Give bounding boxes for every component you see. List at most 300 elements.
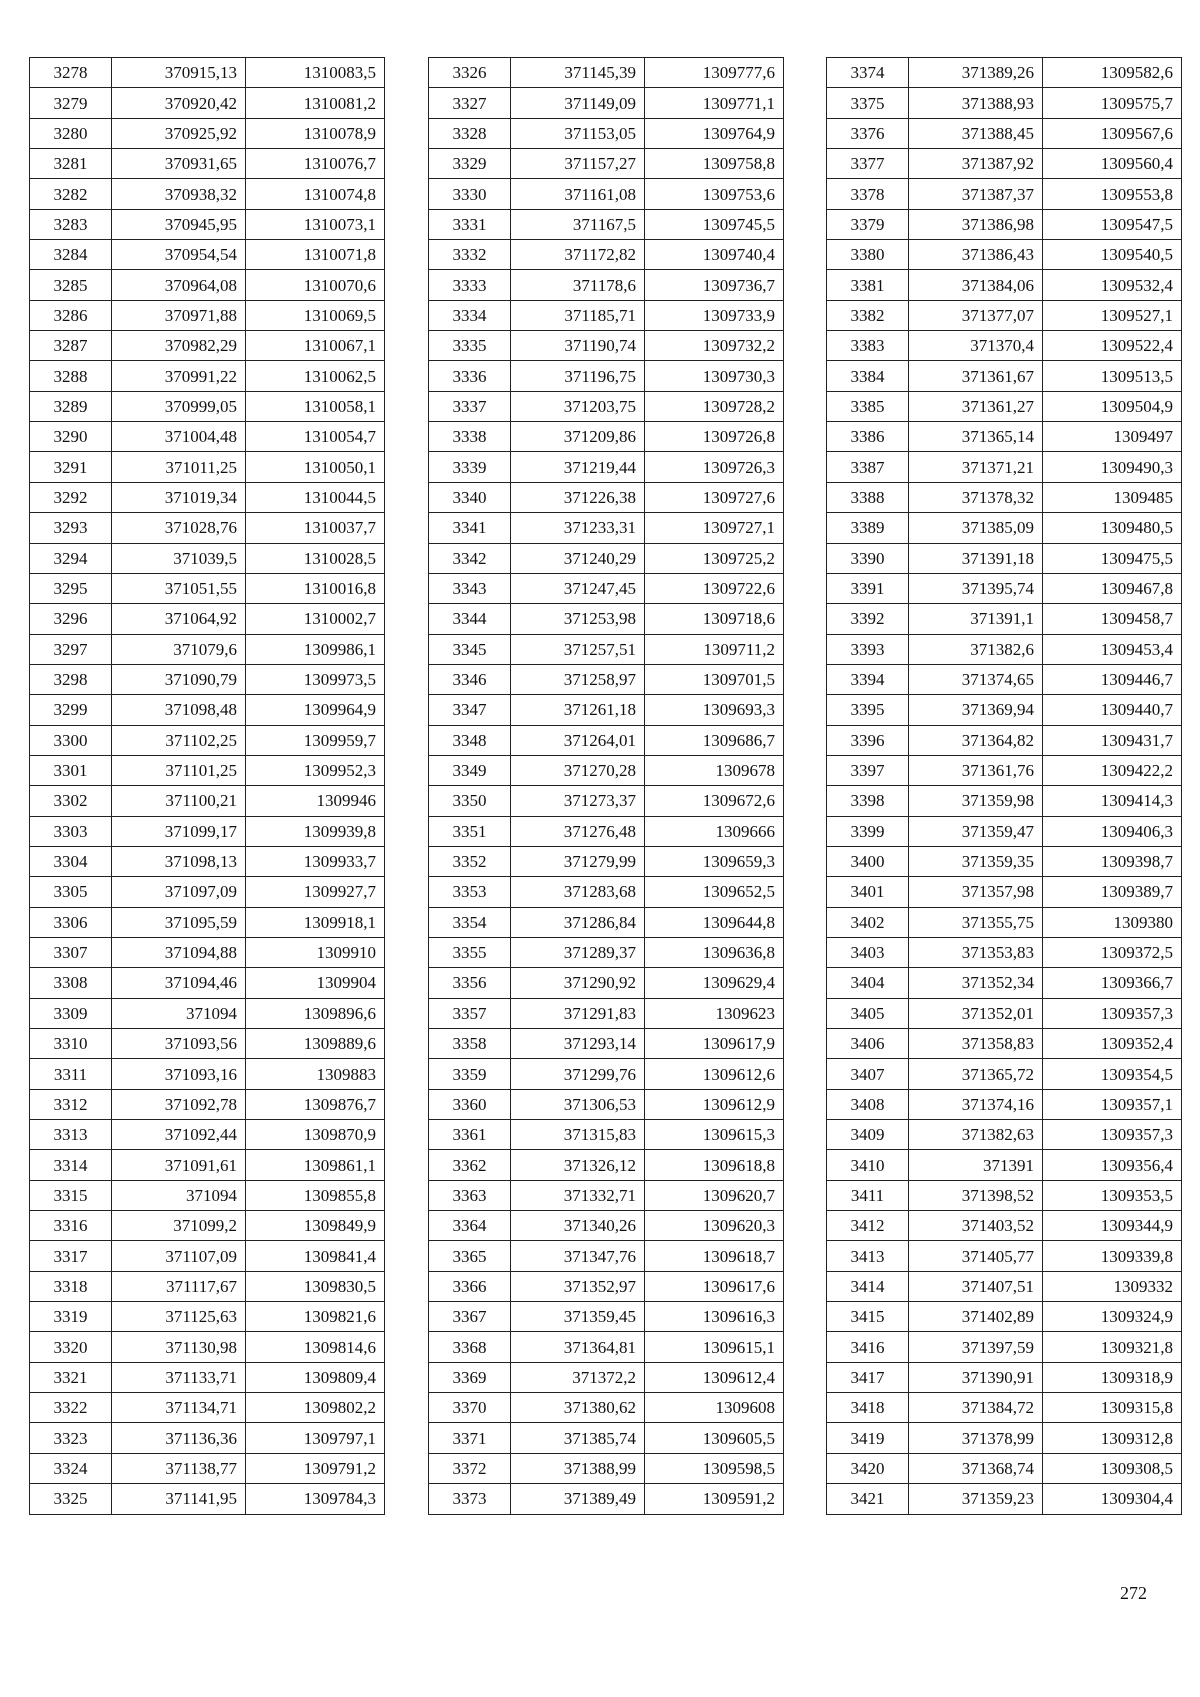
x-coordinate-cell: 371107,09 — [112, 1241, 246, 1271]
point-number-cell: 3380 — [827, 240, 909, 270]
table-row — [827, 270, 1182, 300]
y-coordinate-cell: 1309830,5 — [246, 1271, 385, 1301]
y-coordinate-cell: 1309927,7 — [246, 877, 385, 907]
point-number-cell: 3334 — [429, 300, 511, 330]
y-coordinate-cell: 1310054,7 — [246, 422, 385, 452]
x-coordinate-cell: 371388,99 — [511, 1453, 645, 1483]
point-number-cell: 3327 — [429, 88, 511, 118]
y-coordinate-cell: 1310044,5 — [246, 482, 385, 512]
point-number-cell: 3325 — [30, 1484, 112, 1514]
table-row — [827, 725, 1182, 755]
point-number-cell: 3304 — [30, 846, 112, 876]
point-number-cell: 3361 — [429, 1120, 511, 1150]
y-coordinate-cell: 1309312,8 — [1043, 1423, 1182, 1453]
y-coordinate-cell: 1309644,8 — [645, 907, 784, 937]
y-coordinate-cell: 1309357,3 — [1043, 998, 1182, 1028]
table-row — [30, 1332, 385, 1362]
table-row — [827, 1423, 1182, 1453]
y-coordinate-cell: 1309513,5 — [1043, 361, 1182, 391]
x-coordinate-cell: 371233,31 — [511, 513, 645, 543]
x-coordinate-cell: 371172,82 — [511, 240, 645, 270]
x-coordinate-cell: 371389,26 — [909, 58, 1043, 88]
x-coordinate-cell: 371359,45 — [511, 1302, 645, 1332]
y-coordinate-cell: 1309532,4 — [1043, 270, 1182, 300]
point-number-cell: 3285 — [30, 270, 112, 300]
table-row — [30, 482, 385, 512]
x-coordinate-cell: 371270,28 — [511, 755, 645, 785]
x-coordinate-cell: 371387,37 — [909, 179, 1043, 209]
x-coordinate-cell: 371011,25 — [112, 452, 246, 482]
table-row — [827, 1302, 1182, 1332]
y-coordinate-cell: 1310062,5 — [246, 361, 385, 391]
table-row — [429, 1059, 784, 1089]
x-coordinate-cell: 371153,05 — [511, 118, 645, 148]
table-row — [429, 1241, 784, 1271]
table-row — [827, 88, 1182, 118]
x-coordinate-cell: 371079,6 — [112, 634, 246, 664]
y-coordinate-cell: 1309480,5 — [1043, 513, 1182, 543]
point-number-cell: 3286 — [30, 300, 112, 330]
table-row — [827, 573, 1182, 603]
x-coordinate-cell: 371004,48 — [112, 422, 246, 452]
x-coordinate-cell: 371258,97 — [511, 664, 645, 694]
point-number-cell: 3395 — [827, 695, 909, 725]
table-row — [30, 240, 385, 270]
table-row — [429, 907, 784, 937]
y-coordinate-cell: 1309504,9 — [1043, 391, 1182, 421]
x-coordinate-cell: 371378,99 — [909, 1423, 1043, 1453]
x-coordinate-cell: 371361,76 — [909, 755, 1043, 785]
table-row — [30, 391, 385, 421]
y-coordinate-cell: 1309467,8 — [1043, 573, 1182, 603]
x-coordinate-cell: 371092,44 — [112, 1120, 246, 1150]
table-row — [30, 877, 385, 907]
y-coordinate-cell: 1309356,4 — [1043, 1150, 1182, 1180]
x-coordinate-cell: 371353,83 — [909, 937, 1043, 967]
table-row — [30, 695, 385, 725]
y-coordinate-cell: 1309727,1 — [645, 513, 784, 543]
table-row — [827, 1180, 1182, 1210]
y-coordinate-cell: 1309896,6 — [246, 998, 385, 1028]
point-number-cell: 3324 — [30, 1453, 112, 1483]
y-coordinate-cell: 1309540,5 — [1043, 240, 1182, 270]
x-coordinate-cell: 370971,88 — [112, 300, 246, 330]
x-coordinate-cell: 371386,43 — [909, 240, 1043, 270]
y-coordinate-cell: 1309678 — [645, 755, 784, 785]
y-coordinate-cell: 1310069,5 — [246, 300, 385, 330]
point-number-cell: 3353 — [429, 877, 511, 907]
table-row — [429, 604, 784, 634]
y-coordinate-cell: 1310073,1 — [246, 209, 385, 239]
y-coordinate-cell: 1310076,7 — [246, 149, 385, 179]
x-coordinate-cell: 370982,29 — [112, 331, 246, 361]
y-coordinate-cell: 1309612,4 — [645, 1362, 784, 1392]
point-number-cell: 3338 — [429, 422, 511, 452]
table-row — [827, 1211, 1182, 1241]
y-coordinate-cell: 1309344,9 — [1043, 1211, 1182, 1241]
table-row — [827, 240, 1182, 270]
table-row — [827, 452, 1182, 482]
point-number-cell: 3399 — [827, 816, 909, 846]
y-coordinate-cell: 1309693,3 — [645, 695, 784, 725]
table-row — [429, 1180, 784, 1210]
y-coordinate-cell: 1309728,2 — [645, 391, 784, 421]
point-number-cell: 3344 — [429, 604, 511, 634]
x-coordinate-cell: 371382,6 — [909, 634, 1043, 664]
x-coordinate-cell: 371289,37 — [511, 937, 645, 967]
table-row — [30, 1453, 385, 1483]
point-number-cell: 3336 — [429, 361, 511, 391]
point-number-cell: 3349 — [429, 755, 511, 785]
x-coordinate-cell: 371315,83 — [511, 1120, 645, 1150]
x-coordinate-cell: 371361,27 — [909, 391, 1043, 421]
table-row — [429, 391, 784, 421]
y-coordinate-cell: 1309553,8 — [1043, 179, 1182, 209]
x-coordinate-cell: 371136,36 — [112, 1423, 246, 1453]
y-coordinate-cell: 1309406,3 — [1043, 816, 1182, 846]
point-number-cell: 3281 — [30, 149, 112, 179]
y-coordinate-cell: 1309366,7 — [1043, 968, 1182, 998]
y-coordinate-cell: 1309764,9 — [645, 118, 784, 148]
table-row — [429, 361, 784, 391]
table-row — [429, 1453, 784, 1483]
table-row — [30, 907, 385, 937]
table-row — [429, 968, 784, 998]
point-number-cell: 3362 — [429, 1150, 511, 1180]
point-number-cell: 3415 — [827, 1302, 909, 1332]
table-row — [827, 755, 1182, 785]
x-coordinate-cell: 371380,62 — [511, 1393, 645, 1423]
point-number-cell: 3352 — [429, 846, 511, 876]
x-coordinate-cell: 371352,34 — [909, 968, 1043, 998]
point-number-cell: 3410 — [827, 1150, 909, 1180]
point-number-cell: 3407 — [827, 1059, 909, 1089]
point-number-cell: 3400 — [827, 846, 909, 876]
table-row — [30, 1393, 385, 1423]
point-number-cell: 3378 — [827, 179, 909, 209]
y-coordinate-cell: 1309490,3 — [1043, 452, 1182, 482]
point-number-cell: 3293 — [30, 513, 112, 543]
y-coordinate-cell: 1309939,8 — [246, 816, 385, 846]
table-row — [429, 240, 784, 270]
point-number-cell: 3341 — [429, 513, 511, 543]
point-number-cell: 3284 — [30, 240, 112, 270]
table-row — [30, 846, 385, 876]
table-row — [827, 179, 1182, 209]
table-row — [827, 513, 1182, 543]
x-coordinate-cell: 371398,52 — [909, 1180, 1043, 1210]
table-row — [30, 1059, 385, 1089]
point-number-cell: 3419 — [827, 1423, 909, 1453]
table-row — [827, 1393, 1182, 1423]
x-coordinate-cell: 371097,09 — [112, 877, 246, 907]
point-number-cell: 3347 — [429, 695, 511, 725]
table-row — [429, 998, 784, 1028]
point-number-cell: 3290 — [30, 422, 112, 452]
y-coordinate-cell: 1309701,5 — [645, 664, 784, 694]
table-row — [429, 634, 784, 664]
point-number-cell: 3337 — [429, 391, 511, 421]
x-coordinate-cell: 371286,84 — [511, 907, 645, 937]
x-coordinate-cell: 371364,82 — [909, 725, 1043, 755]
y-coordinate-cell: 1310050,1 — [246, 452, 385, 482]
x-coordinate-cell: 371209,86 — [511, 422, 645, 452]
y-coordinate-cell: 1309372,5 — [1043, 937, 1182, 967]
point-number-cell: 3306 — [30, 907, 112, 937]
table-row — [30, 1302, 385, 1332]
x-coordinate-cell: 371264,01 — [511, 725, 645, 755]
point-number-cell: 3372 — [429, 1453, 511, 1483]
point-number-cell: 3305 — [30, 877, 112, 907]
point-number-cell: 3314 — [30, 1150, 112, 1180]
x-coordinate-cell: 371332,71 — [511, 1180, 645, 1210]
table-row — [827, 1332, 1182, 1362]
y-coordinate-cell: 1310078,9 — [246, 118, 385, 148]
table-row — [30, 209, 385, 239]
table-row — [429, 937, 784, 967]
point-number-cell: 3359 — [429, 1059, 511, 1089]
x-coordinate-cell: 371134,71 — [112, 1393, 246, 1423]
y-coordinate-cell: 1309740,4 — [645, 240, 784, 270]
x-coordinate-cell: 371138,77 — [112, 1453, 246, 1483]
x-coordinate-cell: 371099,2 — [112, 1211, 246, 1241]
table-row — [827, 1089, 1182, 1119]
y-coordinate-cell: 1309726,3 — [645, 452, 784, 482]
point-number-cell: 3401 — [827, 877, 909, 907]
x-coordinate-cell: 371290,92 — [511, 968, 645, 998]
table-row — [30, 1180, 385, 1210]
table-row — [827, 877, 1182, 907]
y-coordinate-cell: 1310070,6 — [246, 270, 385, 300]
point-number-cell: 3393 — [827, 634, 909, 664]
point-number-cell: 3298 — [30, 664, 112, 694]
x-coordinate-cell: 371149,09 — [511, 88, 645, 118]
y-coordinate-cell: 1309889,6 — [246, 1029, 385, 1059]
point-number-cell: 3369 — [429, 1362, 511, 1392]
x-coordinate-cell: 371365,14 — [909, 422, 1043, 452]
page-number: 272 — [1120, 1583, 1147, 1603]
table-row — [30, 179, 385, 209]
x-coordinate-cell: 371090,79 — [112, 664, 246, 694]
x-coordinate-cell: 371102,25 — [112, 725, 246, 755]
point-number-cell: 3309 — [30, 998, 112, 1028]
x-coordinate-cell: 370945,95 — [112, 209, 246, 239]
y-coordinate-cell: 1309354,5 — [1043, 1059, 1182, 1089]
point-number-cell: 3420 — [827, 1453, 909, 1483]
y-coordinate-cell: 1309652,5 — [645, 877, 784, 907]
point-number-cell: 3398 — [827, 786, 909, 816]
table-row — [827, 816, 1182, 846]
table-row — [429, 846, 784, 876]
point-number-cell: 3390 — [827, 543, 909, 573]
point-number-cell: 3374 — [827, 58, 909, 88]
point-number-cell: 3292 — [30, 482, 112, 512]
y-coordinate-cell: 1309727,6 — [645, 482, 784, 512]
point-number-cell: 3388 — [827, 482, 909, 512]
x-coordinate-cell: 371395,74 — [909, 573, 1043, 603]
point-number-cell: 3370 — [429, 1393, 511, 1423]
table-row — [827, 300, 1182, 330]
point-number-cell: 3351 — [429, 816, 511, 846]
x-coordinate-cell: 371161,08 — [511, 179, 645, 209]
y-coordinate-cell: 1309745,5 — [645, 209, 784, 239]
x-coordinate-cell: 371403,52 — [909, 1211, 1043, 1241]
y-coordinate-cell: 1309722,6 — [645, 573, 784, 603]
point-number-cell: 3421 — [827, 1484, 909, 1514]
x-coordinate-cell: 371368,74 — [909, 1453, 1043, 1483]
table-row — [827, 695, 1182, 725]
point-number-cell: 3394 — [827, 664, 909, 694]
y-coordinate-cell: 1309736,7 — [645, 270, 784, 300]
table-row — [429, 513, 784, 543]
y-coordinate-cell: 1309725,2 — [645, 543, 784, 573]
table-row — [429, 816, 784, 846]
point-number-cell: 3387 — [827, 452, 909, 482]
point-number-cell: 3294 — [30, 543, 112, 573]
table-row — [30, 1423, 385, 1453]
x-coordinate-cell: 371347,76 — [511, 1241, 645, 1271]
table-row — [827, 604, 1182, 634]
x-coordinate-cell: 371093,56 — [112, 1029, 246, 1059]
table-row — [30, 604, 385, 634]
y-coordinate-cell: 1309686,7 — [645, 725, 784, 755]
x-coordinate-cell: 371389,49 — [511, 1484, 645, 1514]
table-row — [30, 1362, 385, 1392]
x-coordinate-cell: 371352,97 — [511, 1271, 645, 1301]
table-row — [827, 846, 1182, 876]
point-number-cell: 3335 — [429, 331, 511, 361]
point-number-cell: 3313 — [30, 1120, 112, 1150]
x-coordinate-cell: 371391,1 — [909, 604, 1043, 634]
table-row — [827, 361, 1182, 391]
table-row — [429, 543, 784, 573]
point-number-cell: 3318 — [30, 1271, 112, 1301]
x-coordinate-cell: 371364,81 — [511, 1332, 645, 1362]
y-coordinate-cell: 1309784,3 — [246, 1484, 385, 1514]
point-number-cell: 3363 — [429, 1180, 511, 1210]
x-coordinate-cell: 371125,63 — [112, 1302, 246, 1332]
point-number-cell: 3417 — [827, 1362, 909, 1392]
point-number-cell: 3355 — [429, 937, 511, 967]
x-coordinate-cell: 371098,13 — [112, 846, 246, 876]
table-row — [429, 270, 784, 300]
x-coordinate-cell: 370915,13 — [112, 58, 246, 88]
x-coordinate-cell: 371094 — [112, 1180, 246, 1210]
x-coordinate-cell: 371145,39 — [511, 58, 645, 88]
y-coordinate-cell: 1309485 — [1043, 482, 1182, 512]
point-number-cell: 3346 — [429, 664, 511, 694]
table-row — [429, 664, 784, 694]
x-coordinate-cell: 371051,55 — [112, 573, 246, 603]
y-coordinate-cell: 1310002,7 — [246, 604, 385, 634]
x-coordinate-cell: 371372,2 — [511, 1362, 645, 1392]
table-row — [429, 179, 784, 209]
table-row — [827, 968, 1182, 998]
x-coordinate-cell: 370991,22 — [112, 361, 246, 391]
point-number-cell: 3332 — [429, 240, 511, 270]
table-row — [30, 513, 385, 543]
point-number-cell: 3360 — [429, 1089, 511, 1119]
x-coordinate-cell: 371388,93 — [909, 88, 1043, 118]
table-row — [827, 1362, 1182, 1392]
point-number-cell: 3287 — [30, 331, 112, 361]
table-row — [429, 1029, 784, 1059]
table-row — [827, 543, 1182, 573]
table-row — [30, 1150, 385, 1180]
table-row — [827, 1271, 1182, 1301]
table-row — [827, 664, 1182, 694]
point-number-cell: 3311 — [30, 1059, 112, 1089]
y-coordinate-cell: 1309809,4 — [246, 1362, 385, 1392]
x-coordinate-cell: 371374,65 — [909, 664, 1043, 694]
point-number-cell: 3412 — [827, 1211, 909, 1241]
x-coordinate-cell: 371091,61 — [112, 1150, 246, 1180]
table-row — [429, 300, 784, 330]
x-coordinate-cell: 371390,91 — [909, 1362, 1043, 1392]
point-number-cell: 3403 — [827, 937, 909, 967]
table-row — [30, 1484, 385, 1514]
x-coordinate-cell: 371203,75 — [511, 391, 645, 421]
x-coordinate-cell: 371064,92 — [112, 604, 246, 634]
table-row — [827, 209, 1182, 239]
point-number-cell: 3364 — [429, 1211, 511, 1241]
x-coordinate-cell: 370964,08 — [112, 270, 246, 300]
table-row — [30, 543, 385, 573]
table-row — [827, 1453, 1182, 1483]
y-coordinate-cell: 1309352,4 — [1043, 1029, 1182, 1059]
table-row — [429, 573, 784, 603]
table-row — [30, 1120, 385, 1150]
table-row — [827, 907, 1182, 937]
y-coordinate-cell: 1309591,2 — [645, 1484, 784, 1514]
y-coordinate-cell: 1309758,8 — [645, 149, 784, 179]
x-coordinate-cell: 371185,71 — [511, 300, 645, 330]
table-row — [827, 118, 1182, 148]
x-coordinate-cell: 371377,07 — [909, 300, 1043, 330]
y-coordinate-cell: 1309446,7 — [1043, 664, 1182, 694]
table-row — [429, 209, 784, 239]
point-number-cell: 3340 — [429, 482, 511, 512]
x-coordinate-cell: 371276,48 — [511, 816, 645, 846]
y-coordinate-cell: 1309904 — [246, 968, 385, 998]
table-row — [827, 786, 1182, 816]
y-coordinate-cell: 1309730,3 — [645, 361, 784, 391]
point-number-cell: 3392 — [827, 604, 909, 634]
table-row — [30, 1241, 385, 1271]
y-coordinate-cell: 1309422,2 — [1043, 755, 1182, 785]
x-coordinate-cell: 371355,75 — [909, 907, 1043, 937]
x-coordinate-cell: 371219,44 — [511, 452, 645, 482]
y-coordinate-cell: 1310083,5 — [246, 58, 385, 88]
x-coordinate-cell: 370938,32 — [112, 179, 246, 209]
point-number-cell: 3297 — [30, 634, 112, 664]
table-row — [827, 998, 1182, 1028]
y-coordinate-cell: 1309802,2 — [246, 1393, 385, 1423]
x-coordinate-cell: 371374,16 — [909, 1089, 1043, 1119]
point-number-cell: 3323 — [30, 1423, 112, 1453]
x-coordinate-cell: 371371,21 — [909, 452, 1043, 482]
y-coordinate-cell: 1309841,4 — [246, 1241, 385, 1271]
table-row — [30, 422, 385, 452]
x-coordinate-cell: 371293,14 — [511, 1029, 645, 1059]
y-coordinate-cell: 1309732,2 — [645, 331, 784, 361]
point-number-cell: 3365 — [429, 1241, 511, 1271]
x-coordinate-cell: 371133,71 — [112, 1362, 246, 1392]
x-coordinate-cell: 371291,83 — [511, 998, 645, 1028]
point-number-cell: 3301 — [30, 755, 112, 785]
table-row — [429, 1362, 784, 1392]
point-number-cell: 3319 — [30, 1302, 112, 1332]
